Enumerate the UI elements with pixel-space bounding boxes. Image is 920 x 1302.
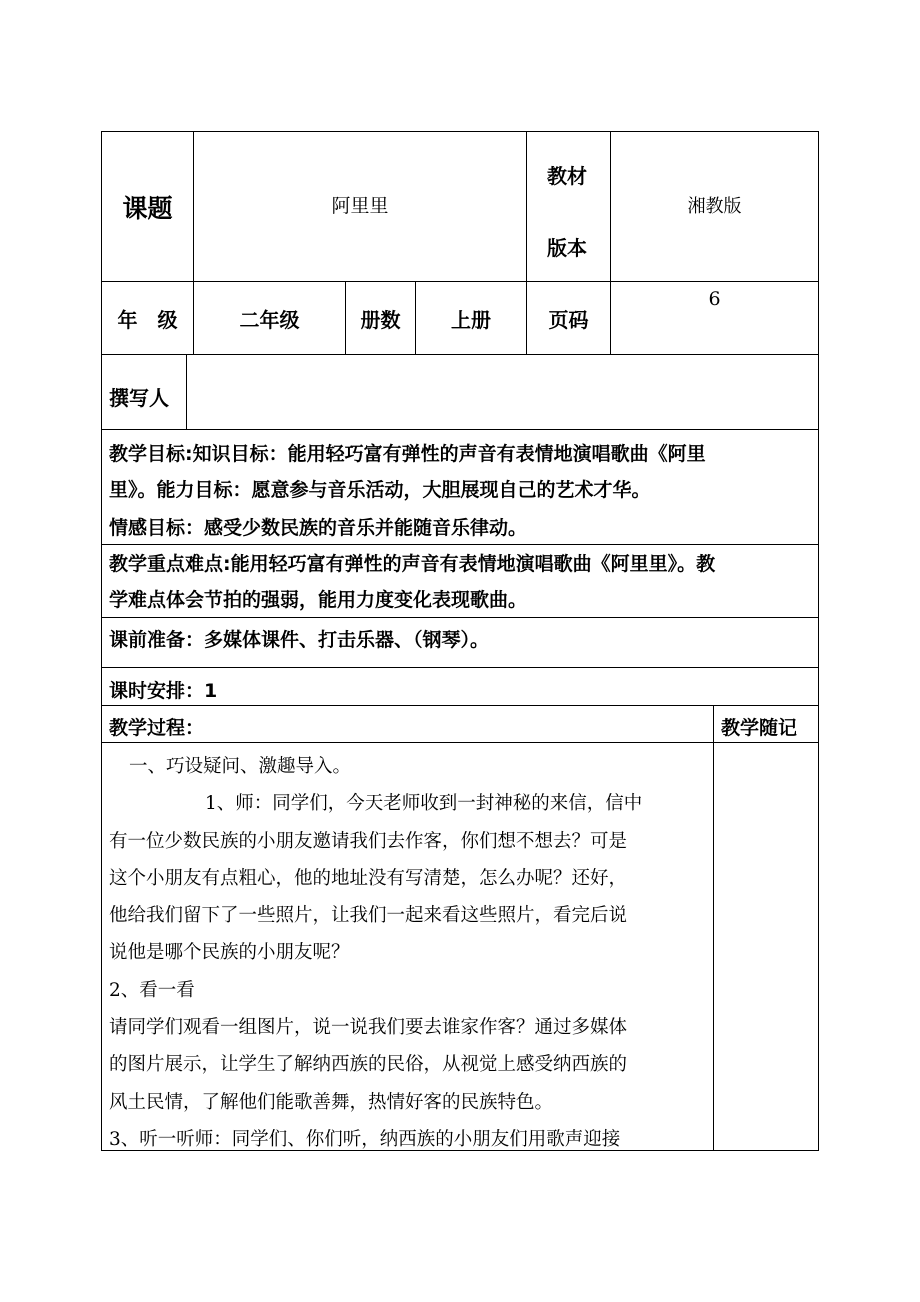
edition-label-line2: 版本	[547, 236, 587, 260]
author-label: 撰写人	[109, 386, 169, 410]
goals-line-3: 情感目标：感受少数民族的音乐并能随音乐律动。	[109, 517, 528, 539]
process-line: 说他是哪个民族的小朋友呢？	[109, 942, 350, 964]
process-line: 2、看一看	[109, 979, 195, 1001]
edition-label-line1: 教材	[547, 164, 587, 188]
notes-header: 教学随记	[721, 717, 798, 739]
process-line: 一、巧设疑问、激趣导入。	[129, 756, 352, 777]
schedule: 课时安排：1	[109, 680, 218, 702]
topic-value: 阿里里	[331, 195, 389, 217]
grid-line	[101, 667, 819, 668]
grid-line	[186, 354, 187, 429]
key-points	[109, 546, 815, 618]
page-label: 页码	[548, 307, 589, 332]
grid-line	[818, 131, 819, 1151]
volume-label: 册数	[360, 307, 401, 332]
process-line: 风土民情，了解他们能歌善舞，热情好客的民族特色。	[109, 1091, 554, 1113]
goals-line-1: 教学目标:知识目标：能用轻巧富有弹性的声音有表情地演唱歌曲《阿里	[109, 443, 706, 465]
process-line: 3、听一听师：同学们、你们听，纳西族的小朋友们用歌声迎接	[109, 1128, 621, 1150]
process-body	[109, 748, 721, 1158]
key-points-line-2: 学难点体会节拍的强弱，能用力度变化表现歌曲。	[109, 589, 528, 611]
edition-label	[527, 132, 610, 281]
goals-line-2: 里》。能力目标：愿意参与音乐活动，大胆展现自己的艺术才华。	[109, 479, 651, 501]
page-value: 6	[708, 288, 721, 310]
process-line: 有一位少数民族的小朋友邀请我们去作客，你们想不想去？可是	[109, 830, 628, 852]
process-line: 1、师：同学们，今天老师收到一封神秘的来信，信中	[205, 793, 643, 815]
process-line: 这个小朋友有点粗心，他的地址没有写清楚，怎么办呢？还好，	[109, 867, 628, 889]
edition-value: 湘教版	[687, 195, 742, 217]
key-points-line-1: 教学重点难点:能用轻巧富有弹性的声音有表情地演唱歌曲《阿里里》。教	[109, 553, 716, 575]
topic-label: 课题	[122, 193, 173, 223]
grade-value: 二年级	[239, 307, 300, 332]
process-header: 教学过程：	[109, 717, 205, 739]
grid-line	[101, 429, 819, 430]
preparation: 课前准备：多媒体课件、打击乐器、（钢琴）。	[109, 629, 490, 651]
process-line: 请同学们观看一组图片，说一说我们要去谁家作客？通过多媒体	[109, 1017, 628, 1039]
grid-line	[101, 742, 819, 743]
teaching-goals	[109, 436, 815, 546]
grid-line	[101, 354, 819, 355]
grade-label: 年 级	[117, 307, 178, 332]
volume-value: 上册	[451, 307, 491, 332]
grid-line	[101, 705, 819, 706]
process-line: 的图片展示，让学生了解纳西族的民俗，从视觉上感受纳西族的	[109, 1054, 628, 1076]
process-line: 他给我们留下了一些照片，让我们一起来看这些照片，看完后说	[109, 905, 628, 927]
